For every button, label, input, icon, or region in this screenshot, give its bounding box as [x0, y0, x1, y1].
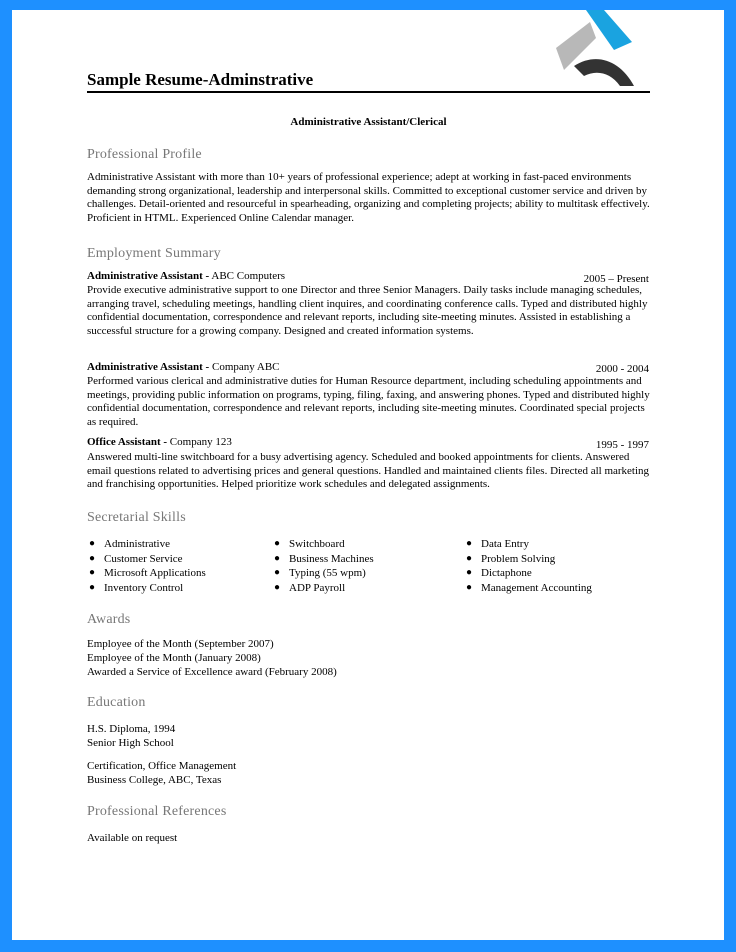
skill-item: ● Problem Solving: [466, 552, 556, 565]
job-dates: 2000 - 2004: [595, 363, 649, 375]
title-divider: [87, 91, 650, 93]
job-3-title-line: [87, 436, 232, 448]
job-dates: 2005 – Present: [583, 273, 649, 285]
job-company: Company 123: [169, 436, 232, 448]
bullet-icon: ●: [466, 567, 473, 579]
job-description: Provide executive administrative support to one Director and three Senior Managers. Daily tasks include managing schedules, arranging travel, scheduling meetings, handling client inquires, and coordinating conference calls. Typed and distributed highly confidential documentation, correspondence and relevant reports, including site-meeting minutes. Assisted in establishing a successful structure for a growing company. Designed and created information systems.: [87, 284, 648, 337]
job-title: Administrative Assistant -: [87, 270, 210, 282]
bullet-icon: ●: [89, 567, 96, 579]
bullet-icon: ●: [466, 552, 473, 564]
skill-item: ● Customer Service: [89, 552, 183, 565]
award-item: Employee of the Month (September 2007): [87, 638, 274, 650]
bullet-icon: ●: [89, 581, 96, 593]
job-1-title-line: [87, 270, 285, 282]
profile-text: Administrative Assistant with more than 10+ years of professional experience; adept at working in fast-paced environments demanding strong organizational, leadership and interpersonal skills. Committed to exceptional customer service and driven by challenges. Detail-oriented and resourceful in spearheading, organizing and completing projects; ability to multitask effectively. Proficient in HTML. Experienced Online Calendar manager.: [87, 171, 650, 224]
education-certification: Certification, Office Management: [87, 760, 237, 772]
bullet-icon: ●: [274, 581, 281, 593]
job-dates: 1995 - 1997: [595, 439, 649, 451]
bullet-icon: ●: [274, 552, 281, 564]
profile-heading: Professional Profile: [87, 147, 202, 162]
skill-item: ● Administrative: [89, 538, 170, 550]
ribbon-logo-icon: [534, 10, 654, 86]
bullet-icon: ●: [89, 538, 96, 549]
references-text: Available on request: [87, 832, 178, 844]
job-description: Performed various clerical and administrative duties for Human Resource department, including scheduling appointments and meetings, providing public information on programs, typing, filing, faxing, and answering phones. Typed and distributed highly confidential documentation, correspondence and relevant reports, including site-meeting minutes. Coordinated special projects as required.: [87, 375, 650, 428]
award-item: Awarded a Service of Excellence award (February 2008): [87, 666, 337, 678]
skill-item: ● Switchboard: [274, 538, 345, 550]
award-item: Employee of the Month (January 2008): [87, 652, 261, 664]
awards-heading: Awards: [87, 612, 131, 627]
skill-item: ● Data Entry: [466, 538, 529, 550]
job-description: Answered multi-line switchboard for a busy advertising agency. Scheduled and booked appointments for clients. Answered email questions related to advertising prices and general questions. Handled and maintained clients files. Directed all marketing and franchising opportunities. Helped prioritize work schedules and delegated assignments.: [87, 451, 650, 491]
job-title: Administrative Assistant -: [87, 361, 210, 373]
job-company: ABC Computers: [211, 270, 286, 282]
bullet-icon: ●: [89, 552, 96, 564]
skills-column-3: [464, 537, 654, 595]
logo-dark-ribbon: [574, 59, 634, 86]
resume-page: [12, 10, 724, 940]
skill-item: ● Microsoft Applications: [89, 567, 206, 580]
job-target-title: Administrative Assistant/Clerical: [290, 116, 447, 128]
education-heading: Education: [87, 695, 146, 710]
references-heading: Professional References: [87, 804, 227, 819]
skills-column-1: [87, 537, 277, 595]
bullet-icon: ●: [466, 538, 473, 549]
job-company: Company ABC: [211, 361, 280, 373]
skill-item: ● Typing (55 wpm): [274, 567, 366, 580]
job-2-title-line: [87, 361, 280, 373]
document-title: Sample Resume-Adminstrative: [87, 70, 314, 89]
education-college: Business College, ABC, Texas: [87, 774, 222, 786]
employment-heading: Employment Summary: [87, 246, 221, 261]
skill-item: ● Inventory Control: [89, 581, 184, 594]
bullet-icon: ●: [466, 581, 473, 593]
bullet-icon: ●: [274, 567, 281, 579]
skill-item: ● ADP Payroll: [274, 581, 346, 594]
skills-heading: Secretarial Skills: [87, 510, 186, 525]
bullet-icon: ●: [274, 538, 281, 549]
job-title: Office Assistant -: [87, 436, 168, 448]
skills-column-2: [272, 537, 462, 595]
skill-item: ● Dictaphone: [466, 567, 532, 580]
education-school: Senior High School: [87, 737, 174, 749]
education-diploma: H.S. Diploma, 1994: [87, 723, 176, 735]
skill-item: ● Business Machines: [274, 552, 374, 565]
skill-item: ● Management Accounting: [466, 581, 592, 594]
